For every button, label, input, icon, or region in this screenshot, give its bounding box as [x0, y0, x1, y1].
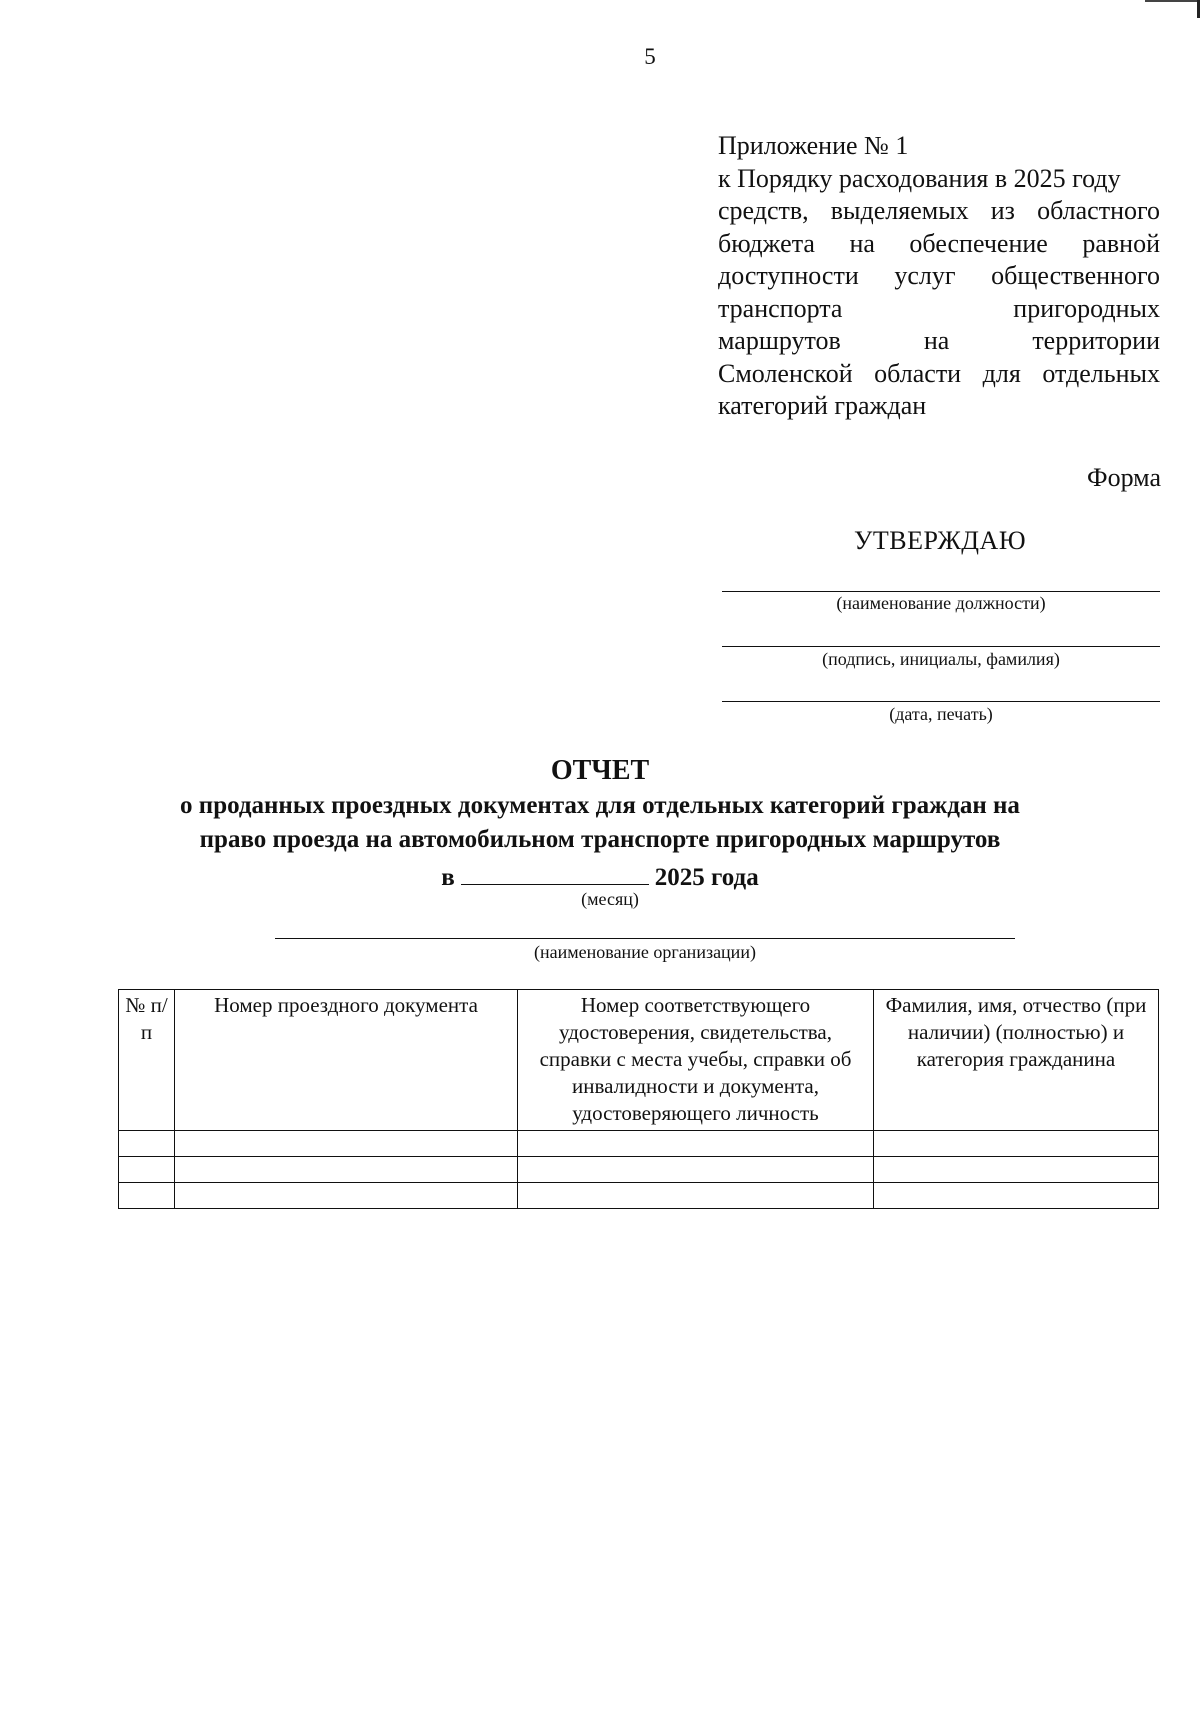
date-line — [722, 701, 1160, 702]
month-suffix: 2025 года — [654, 864, 759, 891]
appendix-line: маршрутов на территории — [718, 326, 1160, 355]
table-cell — [119, 1157, 175, 1183]
table-row — [119, 1157, 1159, 1183]
organization-line — [275, 938, 1015, 939]
table-cell — [518, 1183, 874, 1209]
table-row — [119, 1183, 1159, 1209]
header-ticket-number: Номер проездного документа — [175, 990, 518, 1131]
month-prefix: в — [441, 864, 455, 891]
month-line — [0, 860, 1200, 892]
table-cell — [518, 1131, 874, 1157]
appendix-line: к Порядку расходования в 2025 году — [718, 163, 1121, 193]
table-cell — [518, 1157, 874, 1183]
table-cell — [119, 1131, 175, 1157]
organization-caption: (наименование организации) — [534, 942, 756, 962]
table-cell — [175, 1131, 518, 1157]
table-cell — [874, 1183, 1159, 1209]
table-cell — [119, 1183, 175, 1209]
page-number: 5 — [644, 44, 656, 69]
signature-caption: (подпись, инициалы, фамилия) — [822, 649, 1060, 669]
position-line — [722, 591, 1160, 592]
header-full-name: Фамилия, имя, отчество (при наличии) (полностью) и категория гражданина — [874, 990, 1159, 1131]
date-caption: (дата, печать) — [889, 704, 993, 724]
appendix-line: доступности услуг общественного — [718, 261, 1160, 290]
table-cell — [175, 1183, 518, 1209]
appendix-line: Смоленской области для отдельных — [718, 358, 1160, 388]
month-blank — [461, 860, 649, 885]
header-number: № п/п — [119, 990, 175, 1131]
form-label: Форма — [1087, 463, 1161, 492]
report-subtitle-line1: о проданных проездных документах для отдельных категорий граждан на — [180, 792, 1020, 819]
table-cell — [874, 1131, 1159, 1157]
appendix-line: средств, выделяемых из областного — [718, 196, 1160, 225]
report-table — [118, 989, 1159, 1209]
appendix-line: бюджета на обеспечение равной — [718, 228, 1160, 258]
approve-title: УТВЕРЖДАЮ — [853, 526, 1027, 555]
table-header-row — [119, 990, 1159, 1131]
appendix-line: категорий граждан — [718, 391, 927, 420]
report-subtitle-line2: право проезда на автомобильном транспорте пригородных маршрутов — [199, 826, 1001, 853]
position-caption: (наименование должности) — [836, 593, 1046, 613]
appendix-block — [718, 130, 1160, 423]
appendix-line: транспорта пригородных — [718, 293, 1160, 323]
table-row — [119, 1131, 1159, 1157]
header-document-number: Номер соответствующего удостоверения, свидетельства, справки с места учебы, справки об инвалидности и документа, удостоверяющего личность — [518, 990, 874, 1131]
table-cell — [175, 1157, 518, 1183]
scan-edge-top — [1145, 0, 1200, 2]
month-caption: (месяц) — [581, 889, 639, 909]
table-cell — [874, 1157, 1159, 1183]
signature-line — [722, 646, 1160, 647]
appendix-line: Приложение № 1 — [718, 131, 909, 160]
report-title: ОТЧЕТ — [550, 755, 650, 786]
